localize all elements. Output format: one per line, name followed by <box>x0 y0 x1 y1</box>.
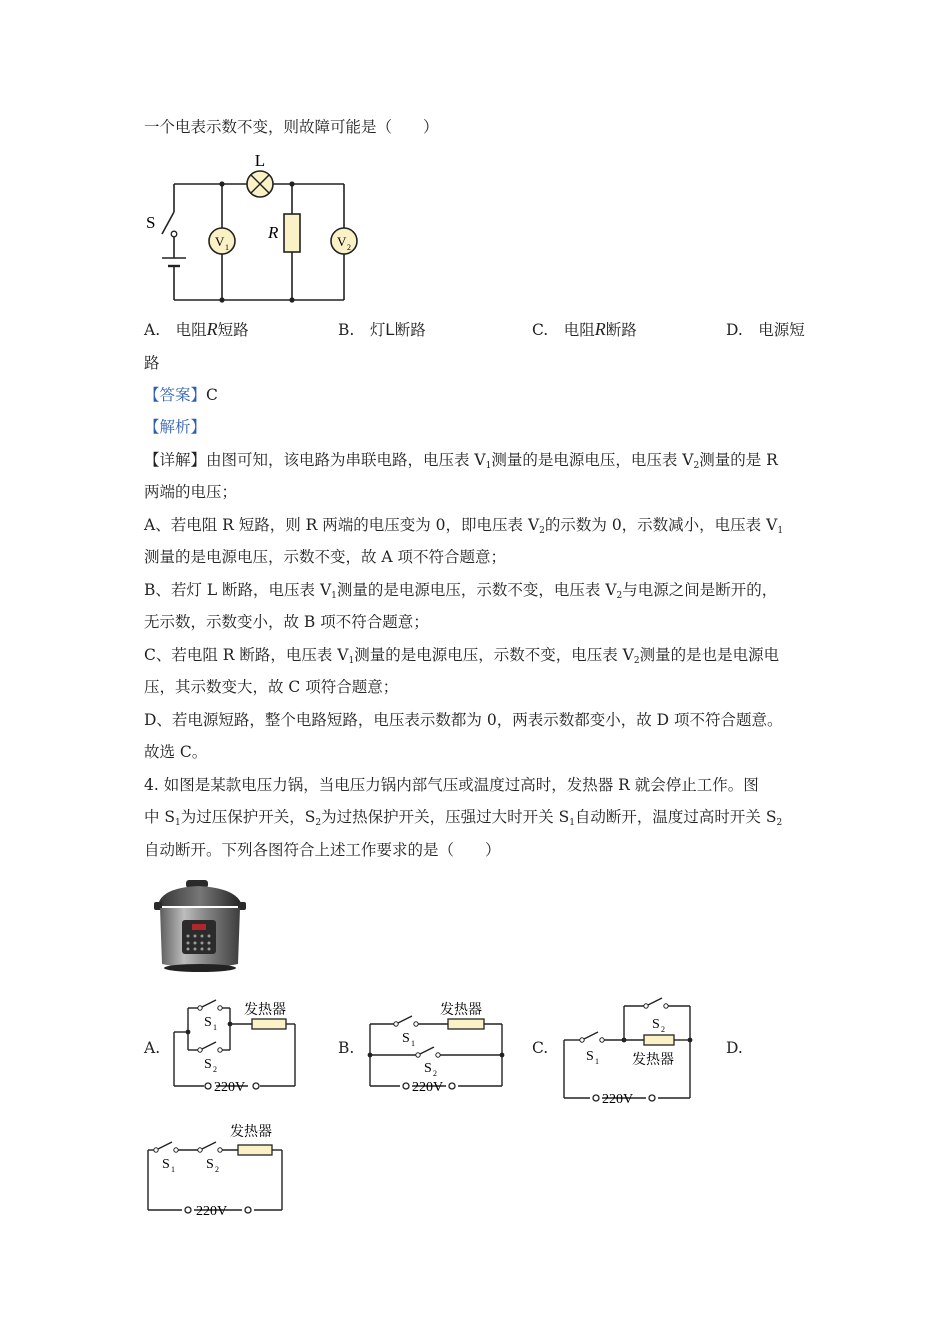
q3-stem-tail: 一个电表示数不变，则故障可能是（ ） <box>144 118 439 136</box>
q3-option-d: D. 电源短 <box>726 321 805 339</box>
switch-label: S <box>146 213 156 232</box>
circuit-b-heater-label: 发热器 <box>440 1003 482 1018</box>
v1-sub: 1 <box>225 243 229 252</box>
detail-line-9: D、若电源短路，整个电路短路，电压表示数都为 0，两表示数都变小，故 D 项不符合题意。 <box>144 711 783 729</box>
detail-line-4: 测量的是电源电压，示数不变，故 A 项不符合题意； <box>144 548 507 566</box>
circuit-b-s2-label: S <box>424 1061 432 1076</box>
circuit-c-heater-label: 发热器 <box>632 1053 674 1068</box>
detail-line-6: 无示数，示数变小，故 B 项不符合题意； <box>144 613 429 631</box>
detail-line-10: 故选 C。 <box>144 743 208 761</box>
pressure-cooker-image <box>150 876 250 976</box>
circuit-a-s1-sub: 1 <box>213 1023 217 1032</box>
circuit-d-s1-sub: 1 <box>171 1165 175 1174</box>
circuit-d-heater-label: 发热器 <box>230 1125 272 1140</box>
q3-option-d-cont: 路 <box>144 354 160 372</box>
q3-option-c: C. 电阻R断路 <box>532 319 637 339</box>
q3-circuit-figure <box>140 148 370 308</box>
circuit-c <box>558 988 698 1108</box>
detail-line-2: 两端的电压； <box>144 483 238 501</box>
circuit-c-voltage: 220V <box>602 1092 634 1107</box>
q4-line-2: 中 $S_1$为过压保护开关，$S_2$为过热保护开关，压强过大时开关 $S_1$自动断开，温度过高时开关 $S_2$ <box>144 808 783 828</box>
detail-line-3: A、若电阻 R 短路，则 R 两端的电压变为 0，即电压表 $V_2$的示数为 0，示数减小，电压表 $V_1$ <box>144 516 784 536</box>
circuit-d-voltage: 220V <box>196 1204 228 1218</box>
circuit-d-s1-label: S <box>162 1157 170 1172</box>
circuit-c-s1-sub: 1 <box>595 1057 599 1066</box>
v2-label: V <box>337 234 347 249</box>
circuit-a <box>168 998 308 1098</box>
q4-option-b-label: B. <box>338 1039 355 1057</box>
q4-option-d-label: D. <box>726 1039 743 1057</box>
circuit-b-s1-sub: 1 <box>411 1039 415 1048</box>
circuit-c-s2-sub: 2 <box>661 1025 665 1034</box>
circuit-c-s1-label: S <box>586 1049 594 1064</box>
detail-line-8: 压，其示数变大，故 C 项符合题意； <box>144 678 399 696</box>
detail-line-1: 【详解】由图可知，该电路为串联电路，电压表 $V_1$测量的是电源电压，电压表 $V_2$测量的是 R <box>144 451 778 471</box>
circuit-d-s2-sub: 2 <box>215 1165 219 1174</box>
detail-line-5: B、若灯 L 断路，电压表 $V_1$测量的是电源电压，示数不变，电压表 $V_2$与电源之间是断开的， <box>144 581 778 601</box>
circuit-a-s2-label: S <box>204 1057 212 1072</box>
q4-option-c-label: C. <box>532 1039 549 1057</box>
circuit-d-s2-label: S <box>206 1157 214 1172</box>
analysis-heading: 【解析】 <box>144 418 207 436</box>
circuit-c-s2-label: S <box>652 1017 660 1032</box>
circuit-d <box>142 1118 292 1218</box>
q4-line-1: 4. 如图是某款电压力锅，当电压力锅内部气压或温度过高时，发热器 R 就会停止工作。图 <box>144 776 759 794</box>
resistor-label: R <box>268 223 279 242</box>
lamp-label: L <box>254 151 266 170</box>
q3-option-b: B. 灯L断路 <box>338 320 426 339</box>
circuit-a-heater-label: 发热器 <box>244 1003 286 1018</box>
q3-option-a: A. 电阻R短路 <box>144 319 249 339</box>
q4-option-a-label: A. <box>144 1039 161 1057</box>
circuit-a-s1-label: S <box>204 1015 212 1030</box>
circuit-b <box>364 998 509 1098</box>
q4-line-3: 自动断开。下列各图符合上述工作要求的是（ ） <box>144 841 501 859</box>
circuit-b-voltage: 220V <box>412 1080 444 1095</box>
v2-sub: 2 <box>347 243 351 252</box>
circuit-a-s2-sub: 2 <box>213 1065 217 1074</box>
circuit-b-s2-sub: 2 <box>433 1069 437 1078</box>
circuit-a-voltage: 220V <box>214 1080 246 1095</box>
answer-line: 【答案】C <box>144 386 218 404</box>
detail-line-7: C、若电阻 R 断路，电压表 $V_1$测量的是电源电压，示数不变，电压表 $V_2$测量的是也是电源电 <box>144 646 780 666</box>
circuit-b-s1-label: S <box>402 1031 410 1046</box>
v1-label: V <box>215 234 225 249</box>
